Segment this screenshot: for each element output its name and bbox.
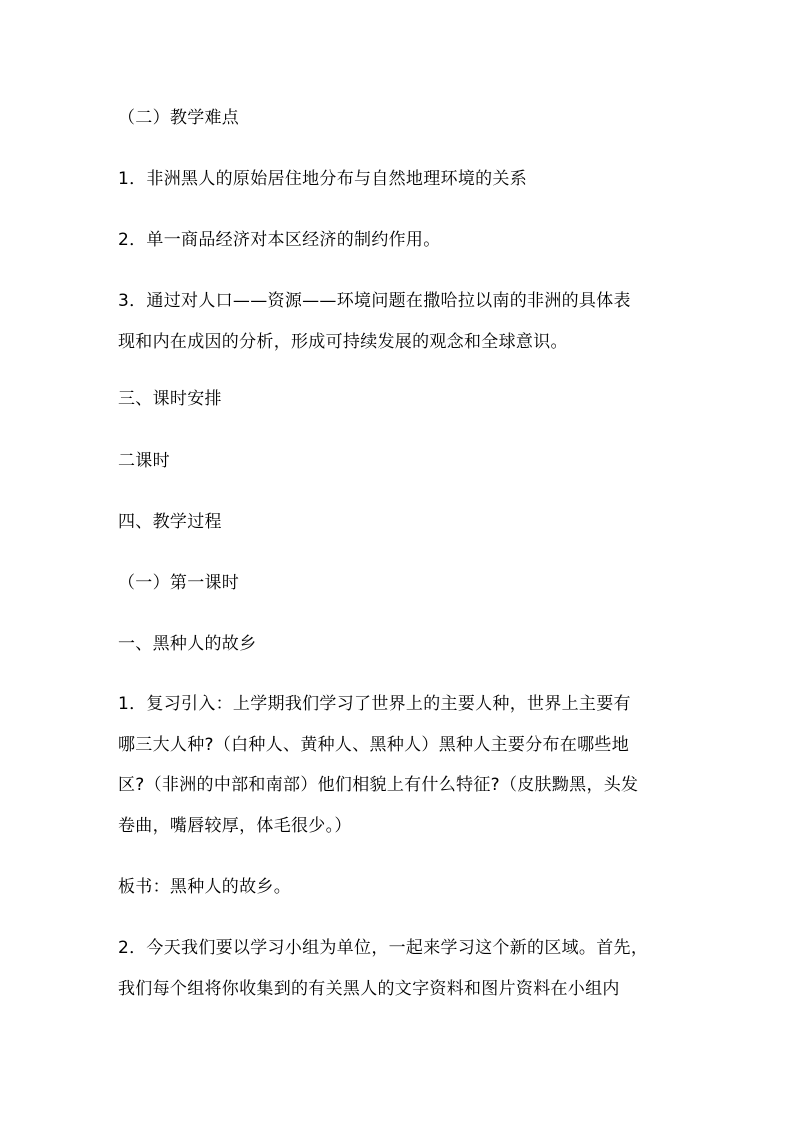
heading-class-schedule: 三、课时安排 — [118, 389, 222, 409]
paragraph-difficulty-2: 2．单一商品经济对本区经济的制约作用。 — [118, 230, 441, 250]
paragraph-group-study-line-2: 我们每个组将你收集到的有关黑人的文字资料和图片资料在小组内 — [118, 979, 620, 999]
paragraph-difficulty-3-line-2: 现和内在成因的分析，形成可持续发展的观念和全球意识。 — [118, 332, 568, 352]
paragraph-blackboard-note: 板书：黑种人的故乡。 — [118, 877, 291, 897]
paragraph-review-line-2: 哪三大人种?（白种人、黄种人、黑种人）黑种人主要分布在哪些地 — [118, 735, 630, 755]
paragraph-review-line-3: 区?（非洲的中部和南部）他们相貌上有什么特征?（皮肤黝黑，头发 — [118, 775, 639, 795]
paragraph-difficulty-3-line-1: 3．通过对人口——资源——环境问题在撒哈拉以南的非洲的具体表 — [118, 291, 631, 311]
paragraph-group-study-line-1: 2．今天我们要以学习小组为单位，一起来学习这个新的区域。首先， — [118, 938, 649, 958]
paragraph-review-line-1: 1．复习引入：上学期我们学习了世界上的主要人种，世界上主要有 — [118, 694, 631, 714]
paragraph-class-count: 二课时 — [118, 451, 170, 471]
heading-first-lesson: （一）第一课时 — [118, 573, 240, 593]
paragraph-review-line-4: 卷曲，嘴唇较厚，体毛很少。） — [118, 816, 352, 836]
paragraph-difficulty-1: 1．非洲黑人的原始居住地分布与自然地理环境的关系 — [118, 169, 528, 189]
heading-teaching-process: 四、教学过程 — [118, 512, 222, 532]
heading-teaching-difficulties: （二）教学难点 — [118, 108, 240, 128]
heading-homeland-of-black-people: 一、黑种人的故乡 — [118, 634, 257, 654]
